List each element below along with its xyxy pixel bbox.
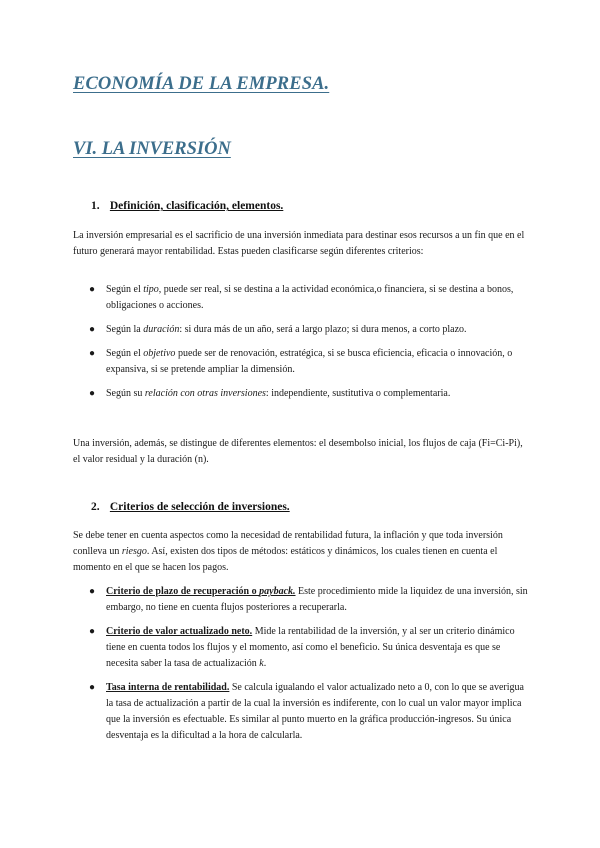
emphasis: objetivo xyxy=(143,348,176,359)
criteria-list xyxy=(73,584,533,744)
bullet-icon: ● xyxy=(89,682,96,693)
section-2-heading xyxy=(91,501,290,513)
bullet-icon: ● xyxy=(89,626,96,637)
emphasis: relación con otras inversiones xyxy=(144,388,266,399)
emphasis: duración xyxy=(143,324,180,335)
bullet-icon: ● xyxy=(89,324,96,335)
list-item: ● Criterio de plazo de recuperación o payback. Este procedimiento mide la liquidez de una inversión, sin embargo, no tiene en cuenta flujos posteriores a recuperarla. xyxy=(89,586,528,613)
document-title: ECONOMÍA DE LA EMPRESA. xyxy=(73,74,330,94)
bullet-icon: ● xyxy=(89,586,96,597)
classification-list xyxy=(73,282,533,402)
chapter-title: VI. LA INVERSIÓN xyxy=(73,139,231,159)
section-2-number: 2. xyxy=(91,501,100,513)
criterion-heading: Criterio de plazo de recuperación o xyxy=(106,586,260,597)
list-item: ● Tasa interna de rentabilidad. Se calcula igualando el valor actualizado neto a 0, con lo que se averigua la tasa de actualización a partir de la cual la inversión es indiferente, con lo cual un valor mayor implica que la inversión es efectuable. Es similar al punto muerto en la gráfica producción-ingresos. Su única desventaja es la dificultad a la hora de calcularla. xyxy=(89,682,524,741)
section-2-intro: Se debe tener en cuenta aspectos como la necesidad de rentabilidad futura, la inflación y que toda inversión conlleva un riesgo. Así, existen dos tipos de métodos: estáticos y dinámicos, los cuales tienen en cuenta el momento en el que se hacen los pagos. xyxy=(73,530,503,573)
list-item: ● Según la duración: si dura más de un año, será a largo plazo; si dura menos, a corto plazo. xyxy=(73,322,533,338)
list-item: ● Según su relación con otras inversiones: independiente, sustitutiva o complementaria. xyxy=(73,386,533,402)
criterion-heading: Tasa interna de rentabilidad. xyxy=(106,682,230,693)
section-1-heading-text: Definición, clasificación, elementos. xyxy=(109,200,284,212)
section-1-number: 1. xyxy=(91,200,100,212)
emphasis: riesgo xyxy=(121,546,147,557)
criterion-heading-em: payback. xyxy=(259,586,296,597)
emphasis: k xyxy=(259,658,264,669)
section-1-elements: Una inversión, además, se distingue de diferentes elementos: el desembolso inicial, los flujos de caja (Fi=Ci-Pi), el valor residual y la duración (n). xyxy=(73,438,523,465)
section-1-heading xyxy=(91,200,283,212)
bullet-icon: ● xyxy=(89,388,96,399)
section-2-heading-text: Criterios de selección de inversiones. xyxy=(109,501,290,513)
bullet-icon: ● xyxy=(89,284,96,295)
criterion-heading: Criterio de valor actualizado neto. xyxy=(106,626,253,637)
section-1-intro: La inversión empresarial es el sacrificio de una inversión inmediata para destinar esos recursos a un fin que en el futuro generará mayor rentabilidad. Estas pueden clasificarse según diferentes criterios: xyxy=(73,230,525,257)
list-item: ● Criterio de valor actualizado neto. Mide la rentabilidad de la inversión, y al ser un criterio dinámico tiene en cuenta todos los flujos y el momento, así como el beneficio. Su única desventaja es que se necesita saber la tasa de actualización k. xyxy=(89,626,515,669)
list-item: ● Según el tipo, puede ser real, si se destina a la actividad económica,o financiera, si se destina a bonos, obligaciones o acciones. xyxy=(89,284,514,311)
emphasis: tipo xyxy=(143,284,159,295)
list-item: ● Según el objetivo puede ser de renovación, estratégica, si se busca eficiencia, eficacia o innovación, o expansiva, si se pretende ampliar la dimensión. xyxy=(89,348,513,375)
bullet-icon: ● xyxy=(89,348,96,359)
